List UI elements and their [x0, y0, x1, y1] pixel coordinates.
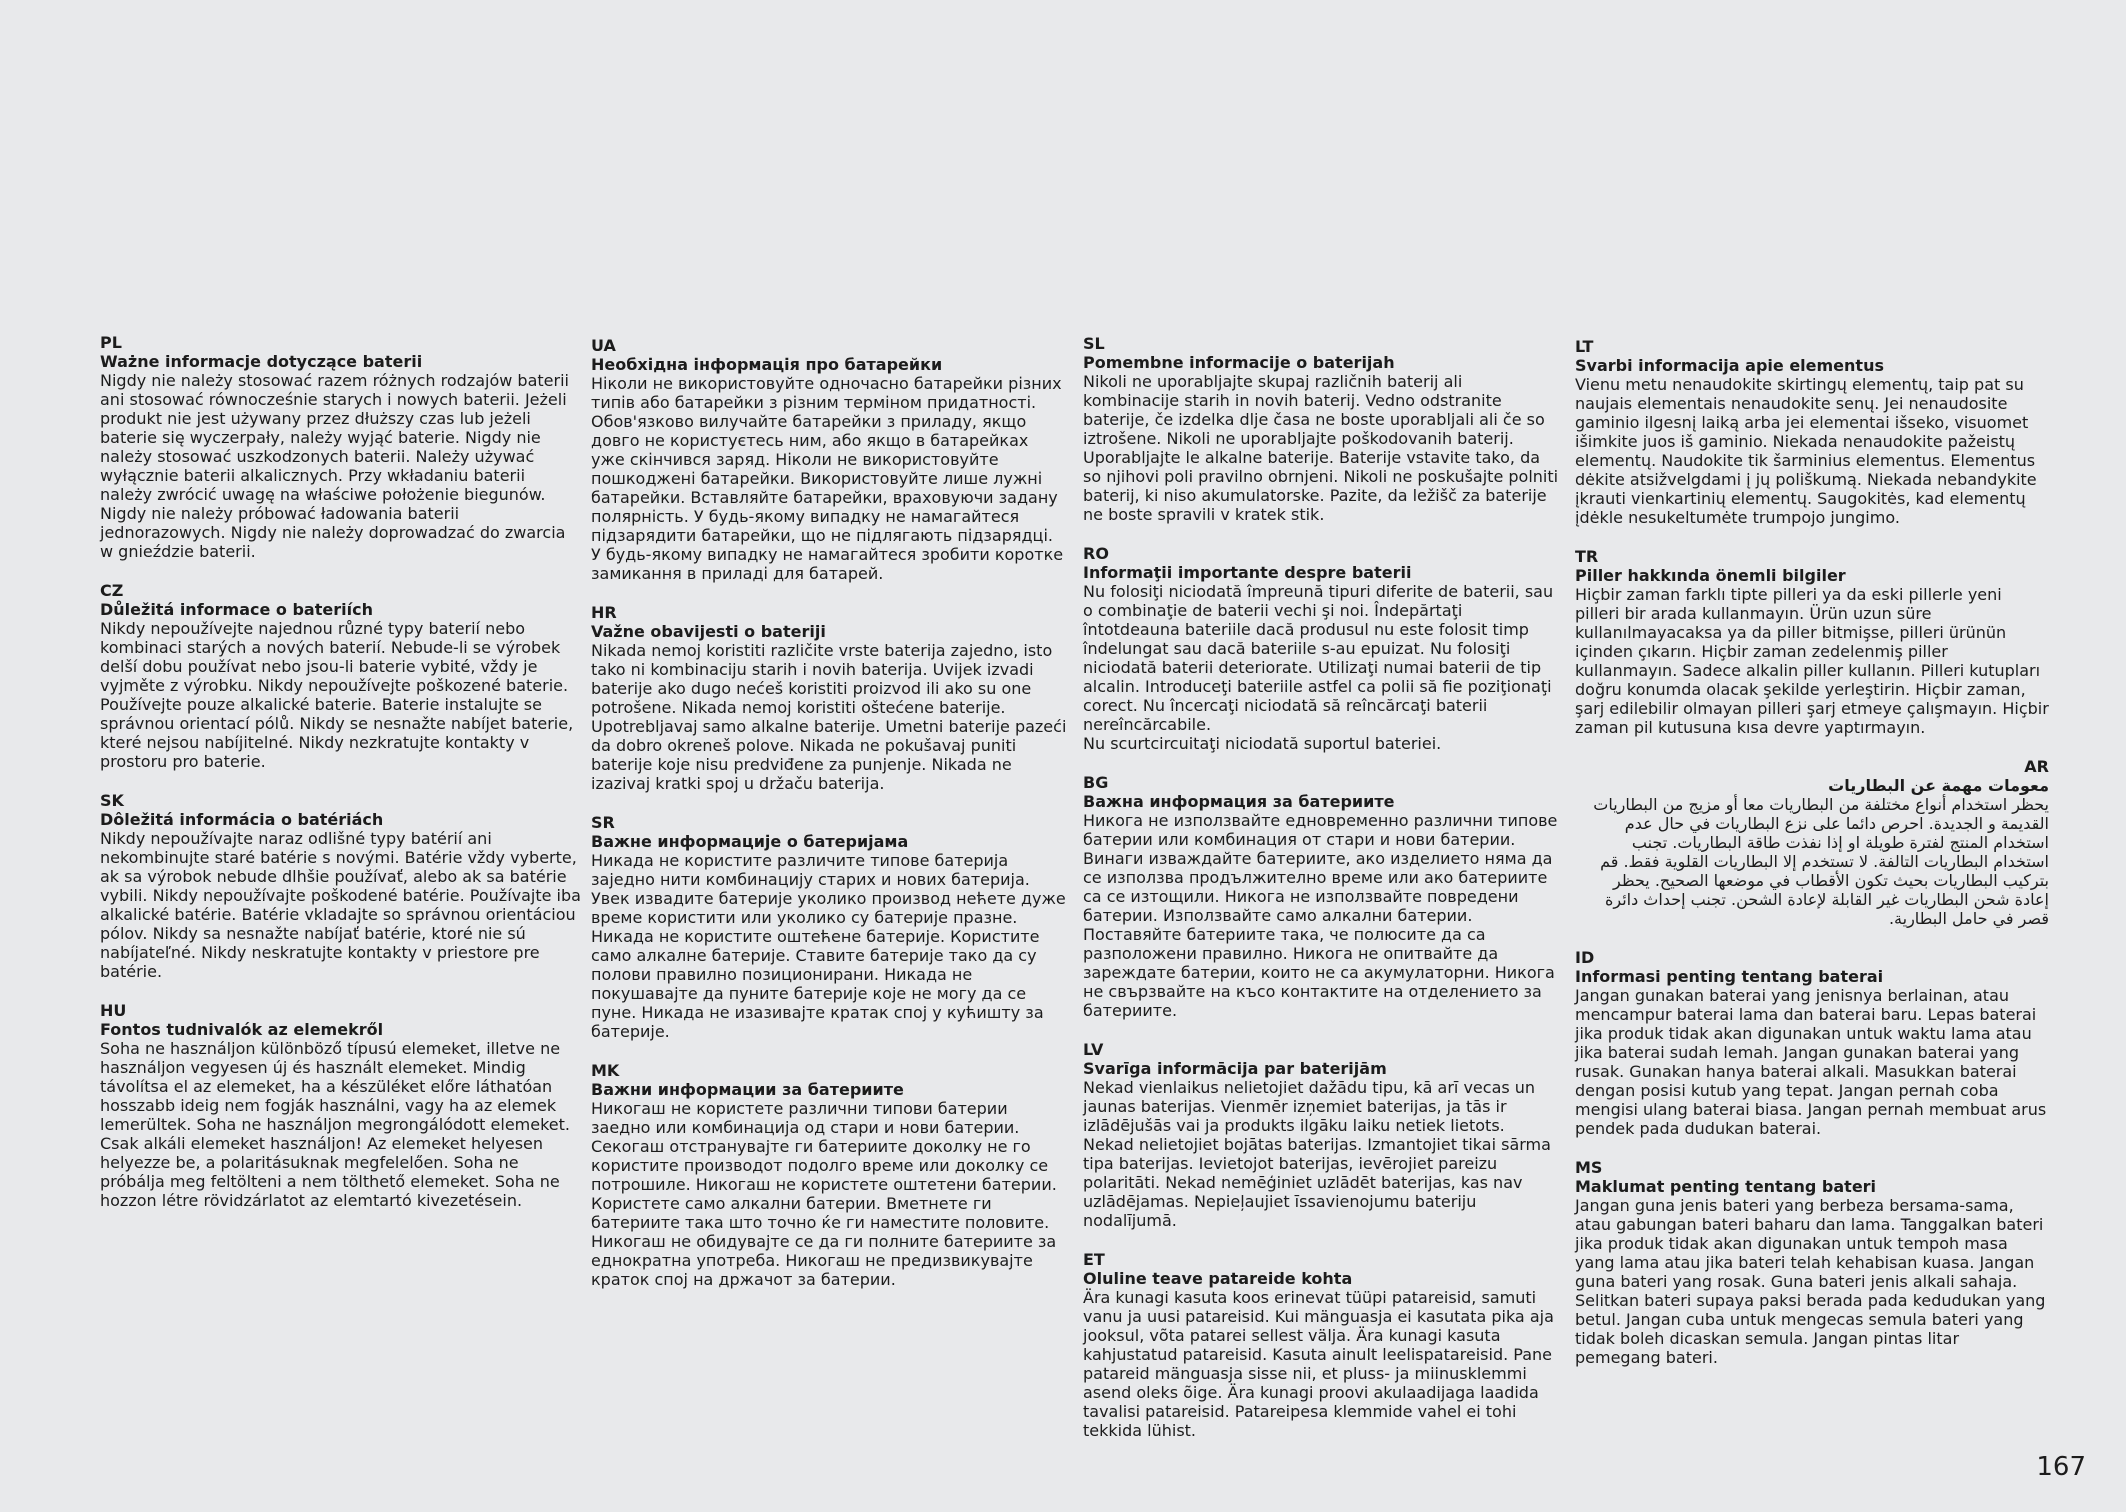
section-title: Svarbi informacija apie elementus	[1575, 356, 1884, 375]
language-code: HU	[100, 1001, 127, 1020]
section-body: Hiçbir zaman farklı tipte pilleri ya da eski pillerle yeni pilleri bir arada kullanmayın. Ürün uzun süre kullanılmayacaksa ya da piller bitmişse, pilleri ürünün içinden çıkarın. Hiçbir zaman zedelenmiş piller kullanmayın. Sadece alkalin piller kullanın. Pilleri kutupları doğru konumda olacak şekilde yerleştirin. Hiçbir zaman, şarj edilebilir olmayan pilleri şarj etmeye çalışmayın. Hiçbir zaman pil kutusuna kısa devre yaptırmayın.	[1575, 585, 2049, 737]
section-ar	[1575, 757, 2049, 928]
language-code: BG	[1083, 773, 1109, 792]
section-title: Důležitá informace o bateriích	[100, 600, 373, 619]
section-sk	[100, 791, 582, 981]
section-et	[1083, 1250, 1559, 1440]
section-body-note: Nu scurtcircuitaţi niciodată suportul bateriei.	[1083, 734, 1442, 753]
section-body: Nikdy nepoužívejte najednou různé typy baterií nebo kombinaci starých a nových baterií. Nebude-li se výrobek delší dobu používat nebo jsou-li baterie vybité, vždy je vyjměte z výrobku. Nikdy nepoužívejte poškozené baterie. Používejte pouze alkalické baterie. Baterie instalujte se správnou orientací pólů. Nikdy se nesnažte nabíjet baterie, které nejsou nabíjitelné. Nikdy nezkratujte kontakty v prostoru pro baterie.	[100, 619, 574, 771]
language-code: CZ	[100, 581, 124, 600]
section-bg	[1083, 773, 1559, 1020]
column-3	[1083, 334, 1559, 1440]
language-code: RO	[1083, 544, 1109, 563]
column-4	[1575, 337, 2049, 1367]
section-body: Nigdy nie należy stosować razem różnych rodzajów baterii ani stosować równocześnie starych i nowych baterii. Jeżeli produkt nie jest używany przez dłuższy czas lub jeżeli baterie się wyczerpały, należy wyjąć baterie. Nigdy nie należy stosować uszkodzonych baterii. Należy używać wyłącznie baterii alkalicznych. Przy wkładaniu baterii należy zwrócić uwagę na właściwe położenie biegunów. Nigdy nie należy próbować ładowania baterii jednorazowych. Nigdy nie należy doprowadzać do zwarcia w gnieździe baterii.	[100, 371, 569, 561]
section-sr	[591, 813, 1067, 1041]
section-body: Nikoli ne uporabljajte skupaj različnih baterij ali kombinacije starih in novih baterij. Vedno odstranite baterije, če izdelka dlje časa ne boste uporabljali ali če so iztrošene. Nikoli ne uporabljajte poškodovanih baterij. Uporabljajte le alkalne baterije. Baterije vstavite tako, da so njihovi poli pravilno obrnjeni. Nikoli ne poskušajte polniti baterij, ki niso akumulatorske. Pazite, da ležišč za baterije ne boste spravili v kratek stik.	[1083, 372, 1559, 524]
section-title: Maklumat penting tentang bateri	[1575, 1177, 1877, 1196]
section-body: Nu folosiţi niciodată împreună tipuri diferite de baterii, sau o combinaţie de baterii vechi şi noi. Îndepărtaţi întotdeauna bateriile dacă produsul nu este folosit timp îndelungat sau dacă bateriile s-au epuizat. Nu folosiţi niciodată baterii deteriorate. Utilizaţi numai baterii de tip alcalin. Introduceţi bateriile astfel ca polii să fie poziţionaţi corect. Nu încercaţi niciodată să reîncărcaţi baterii nereîncărcabile.	[1083, 582, 1554, 734]
language-code: SK	[100, 791, 124, 810]
section-title: Važne obavijesti o bateriji	[591, 622, 826, 641]
section-id	[1575, 948, 2049, 1138]
section-ms	[1575, 1158, 2049, 1367]
section-body: Jangan guna jenis bateri yang berbeza bersama-sama, atau gabungan bateri baharu dan lama. Tanggalkan bateri jika produk tidak akan digunakan untuk tempoh masa yang lama atau jika bateri telah kehabisan kuasa. Jangan guna bateri yang rosak. Guna bateri jenis alkali sahaja. Selitkan bateri supaya paksi berada pada kedudukan yang betul. Jangan cuba untuk mengecas semula bateri yang tidak boleh dicaskan semula. Jangan pintas litar pemegang bateri.	[1575, 1196, 2046, 1367]
section-title: Informasi penting tentang baterai	[1575, 967, 1884, 986]
language-code: AR	[2024, 757, 2049, 776]
section-ua	[591, 336, 1067, 583]
section-body: Никогаш не користете различни типови батерии заедно или комбинација од стари и нови батерии. Секогаш отстранувајте ги батериите доколку не го користите производот подолго време или доколку се потрошиле. Никогаш не користете оштетени батерии. Користете само алкални батерии. Вметнете ги батериите така што точно ќе ги наместите половите. Никогаш не обидувајте се да ги полните батериите за еднократна употреба. Никогаш не предизвикувајте краток спој на држачот за батерии.	[591, 1099, 1057, 1289]
section-title: Важне информације о батеријама	[591, 832, 909, 851]
section-title: معومات مهمة عن البطاريات	[1828, 776, 2049, 795]
section-title: Dôležitá informácia o batériách	[100, 810, 384, 829]
section-body: Никога не използвайте едновременно различни типове батерии или комбинация от стари и нови батерии. Винаги изваждайте батериите, ако изделието няма да се използва продължително време или ако батериите са се изтощили. Никога не използвайте повредени батерии. Използвайте само алкални батерии. Поставяйте батериите така, че полюсите да са разположени правилно. Никога не опитвайте да зареждате батерии, които не са акумулаторни. Никога не свързвайте на късо контактите на отделението за батериите.	[1083, 811, 1558, 1020]
section-hu	[100, 1001, 582, 1210]
section-title: Ważne informacje dotyczące baterii	[100, 352, 423, 371]
section-sl	[1083, 334, 1559, 524]
section-title: Важна информация за батериите	[1083, 792, 1395, 811]
column-2	[591, 336, 1067, 1289]
section-body: Nikdy nepoužívajte naraz odlišné typy batérií ani nekombinujte staré batérie s novými. Batérie vždy vyberte, ak sa výrobok nebude dlhšie používať, alebo ak sa batérie vybili. Nikdy nepoužívajte poškodené batérie. Používajte iba alkalické batérie. Batérie vkladajte so správnou orientáciou pólov. Nikdy sa nesnažte nabíjať batérie, ktoré nie sú nabíjateľné. Nikdy neskratujte kontakty v priestore pre batérie.	[100, 829, 581, 981]
section-body: Vienu metu nenaudokite skirtingų elementų, taip pat su naujais elementais nenaudokite senų. Jei nenaudosite gaminio ilgesnį laiką arba jei elementai išseko, visuomet išimkite juos iš gaminio. Niekada nenaudokite pažeistų elementų. Naudokite tik šarminius elementus. Elementus dėkite atsižvelgdami į jų poliškumą. Niekada nebandykite įkrauti vienkartinių elementų. Saugokitės, kad elementų įdėkle nesukeltumėte trumpojo jungimo.	[1575, 375, 2037, 527]
section-tr	[1575, 547, 2049, 737]
section-lt	[1575, 337, 2049, 527]
language-code: PL	[100, 333, 122, 352]
language-code: HR	[591, 603, 617, 622]
language-code: MS	[1575, 1158, 1603, 1177]
language-code: UA	[591, 336, 616, 355]
section-body: Jangan gunakan baterai yang jenisnya berlainan, atau mencampur baterai lama dan baterai baru. Lepas baterai jika produk tidak akan digunakan untuk waktu lama atau jika baterai sudah lemah. Jangan gunakan baterai yang rusak. Gunakan hanya baterai alkali. Masukkan baterai dengan posisi kutub yang tepat. Jangan pernah coba mengisi ulang baterai biasa. Jangan pernah membuat arus pendek pada dudukan baterai.	[1575, 986, 2047, 1138]
language-code: ET	[1083, 1250, 1105, 1269]
page-number: 167	[2036, 1452, 2086, 1482]
section-body: Никада не користите различите типове батерија заједно нити комбинацију старих и нових батерија. Увек извадите батерије уколико производ нећете дуже време користити или уколико су батерије празне. Никада не користите оштећене батерије. Користите само алкалне батерије. Ставите батерије тако да су полови правилно позиционирани. Никада не покушавајте да пуните батерије које не могу да се пуне. Никада не изазивајте кратак спој у кућишту за батерије.	[591, 851, 1066, 1041]
section-hr	[591, 603, 1067, 793]
section-lv	[1083, 1040, 1559, 1230]
section-title: Svarīga informācija par baterijām	[1083, 1059, 1387, 1078]
language-code: TR	[1575, 547, 1599, 566]
section-body: Ära kunagi kasuta koos erinevat tüüpi patareisid, samuti vanu ja uusi patareisid. Kui mänguasja ei kasutata pika aja jooksul, võta patarei sellest välja. Ära kunagi kasuta kahjustatud patareisid. Kasuta ainult leelispatareisid. Pane patareid mänguasja sisse nii, et pluss- ja miinusklemmi asend oleks õige. Ära kunagi proovi akulaadijaga laadida tavalisi patareisid. Patareipesa klemmide vahel ei tohi tekkida lühist.	[1083, 1288, 1554, 1440]
section-body: يحظر استخدام أنواع مختلفة من البطاريات معا أو مزيج من البطاريات القديمة و الجديدة. احرص دائما على نزع البطاريات في حال عدم استخدام المنتج لفترة طويلة او إذا نفذت طاقة البطاريات. تجنب استخدام البطاريات التالفة. لا تستخدم إلا البطاريات القلوية فقط. قم بتركيب البطاريات بحيث تكون الأقطاب في موضعها الصحيح. يحظر إعادة شحن البطاريات غير القابلة لإعادة الشحن. تجنب إحداث دائرة قصر في حامل البطارية.	[1593, 795, 2049, 928]
section-body: Nekad vienlaikus nelietojiet dažādu tipu, kā arī vecas un jaunas baterijas. Vienmēr izņemiet baterijas, ja tās ir izlādējušās vai ja produkts ilgāku laiku netiek lietots. Nekad nelietojiet bojātas baterijas. Izmantojiet tikai sārma tipa baterijas. Ievietojot baterijas, ievērojiet pareizu polaritāti. Nekad nemēģiniet uzlādēt baterijas, kas nav uzlādējamas. Nepieļaujiet īssavienojumu bateriju nodalījumā.	[1083, 1078, 1551, 1230]
section-body: Soha ne használjon különböző típusú elemeket, illetve ne használjon vegyesen új és használt elemeket. Mindig távolítsa el az elemeket, ha a készüléket előre láthatóan hosszabb ideig nem fogják használni, vagy ha az elemek lemerültek. Soha ne használjon megrongálódott elemeket. Csak alkáli elemeket használjon! Az elemeket helyesen helyezze be, a polaritásuknak megfelelően. Soha ne próbálja meg feltölteni a nem tölthető elemeket. Soha ne hozzon létre rövidzárlatot az elemtartó kivezetésein.	[100, 1039, 570, 1210]
language-code: LV	[1083, 1040, 1104, 1059]
section-title: Piller hakkında önemli bilgiler	[1575, 566, 1846, 585]
section-ro	[1083, 544, 1559, 753]
language-code: MK	[591, 1061, 620, 1080]
section-title: Необхідна інформація про батарейки	[591, 355, 943, 374]
section-pl	[100, 333, 582, 561]
section-title: Pomembne informacije o baterijah	[1083, 353, 1395, 372]
section-cz	[100, 581, 582, 771]
section-mk	[591, 1061, 1067, 1289]
section-title: Важни информации за батериите	[591, 1080, 904, 1099]
section-body: Nikada nemoj koristiti različite vrste baterija zajedno, isto tako ni kombinaciju starih i novih baterija. Uvijek izvadi baterije ako dugo nećeš koristiti proizvod ili ako su one potrošene. Nikada nemoj koristiti oštećene baterije. Upotrebljavaj samo alkalne baterije. Umetni baterije pazeći da dobro okreneš polove. Nikada ne pokušavaj puniti baterije koje nisu predviđene za punjenje. Nikada ne izazivaj kratki spoj u držaču baterija.	[591, 641, 1067, 793]
language-code: SR	[591, 813, 615, 832]
section-title: Oluline teave patareide kohta	[1083, 1269, 1353, 1288]
language-code: LT	[1575, 337, 1594, 356]
section-title: Fontos tudnivalók az elemekről	[100, 1020, 384, 1039]
language-code: SL	[1083, 334, 1105, 353]
language-code: ID	[1575, 948, 1595, 967]
section-body: Ніколи не використовуйте одночасно батарейки різних типів або батарейки з різним терміном придатності. Обов'язково вилучайте батарейки з приладу, якщо довго не користуєтесь ним, або якщо в батарейках уже скінчився заряд. Ніколи не використовуйте пошкоджені батарейки. Використовуйте лише лужні батарейки. Вставляйте батарейки, враховуючи задану полярність. У будь-якому випадку не намагайтеся підзарядити батарейки, що не підлягають підзарядці. У будь-якому випадку не намагайтеся зробити коротке замикання в приладі для батарей.	[591, 374, 1064, 583]
column-1	[100, 333, 582, 1210]
section-title: Informaţii importante despre baterii	[1083, 563, 1412, 582]
